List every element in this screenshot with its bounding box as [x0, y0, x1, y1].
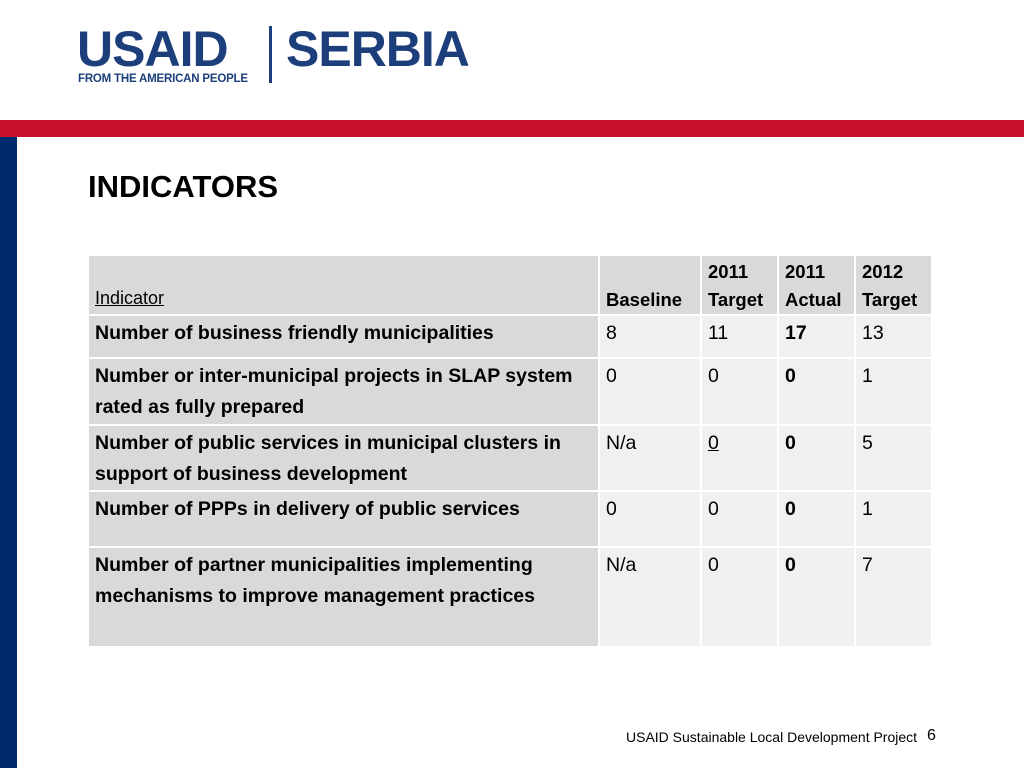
logo-tagline: FROM THE AMERICAN PEOPLE: [78, 73, 248, 85]
target-2011-cell: [701, 425, 778, 491]
indicator-cell: Number of public services in municipal clusters in support of business development: [88, 425, 599, 491]
target-2011-value: 0: [708, 432, 719, 454]
header-2011-actual-year: 2011: [785, 261, 826, 282]
table-row: [88, 547, 932, 647]
indicators-table: [87, 254, 933, 648]
indicator-cell: Number of PPPs in delivery of public services: [88, 491, 599, 547]
target-2011-cell: 0: [701, 547, 778, 647]
logo-serbia-text: SERBIA: [286, 21, 469, 77]
target-2012-cell: 13: [855, 315, 932, 358]
table-row: [88, 491, 932, 547]
header-red-band: [0, 120, 1024, 137]
target-2011-cell: 0: [701, 491, 778, 547]
header-2012-target: [855, 255, 932, 315]
header-2012-target-label: Target: [862, 289, 918, 310]
left-blue-bar: [0, 137, 17, 768]
actual-2011-cell: 0: [778, 358, 855, 425]
page-number: 6: [927, 727, 936, 744]
header-2011-actual: [778, 255, 855, 315]
table-header-row: [88, 255, 932, 315]
baseline-cell: N/a: [599, 425, 701, 491]
target-2011-cell: 0: [701, 358, 778, 425]
header-indicator: Indicator: [88, 255, 599, 315]
indicator-cell: Number of business friendly municipalities: [88, 315, 599, 358]
header-baseline: Baseline: [599, 255, 701, 315]
header-2011-target-label: Target: [708, 289, 764, 310]
baseline-cell: N/a: [599, 547, 701, 647]
actual-2011-cell: 0: [778, 425, 855, 491]
target-2012-cell: 5: [855, 425, 932, 491]
table-row: [88, 358, 932, 425]
header-2012-target-year: 2012: [862, 261, 904, 282]
indicator-cell: Number of partner municipalities implementing mechanisms to improve management practices: [88, 547, 599, 647]
header-2011-target-year: 2011: [708, 261, 749, 282]
logo-usaid-text: USAID: [77, 21, 228, 77]
table-row: [88, 315, 932, 358]
actual-2011-cell: 0: [778, 547, 855, 647]
target-2012-cell: 1: [855, 358, 932, 425]
target-2012-cell: 1: [855, 491, 932, 547]
header-2011-actual-label: Actual: [785, 289, 842, 310]
baseline-cell: 8: [599, 315, 701, 358]
logo-divider: [269, 26, 272, 83]
actual-2011-cell: 17: [778, 315, 855, 358]
baseline-cell: 0: [599, 358, 701, 425]
slide-title: INDICATORS: [88, 169, 279, 204]
footer-project-name: USAID Sustainable Local Development Project: [626, 729, 918, 745]
header-2011-target: [701, 255, 778, 315]
indicator-cell: Number or inter-municipal projects in SLAP system rated as fully prepared: [88, 358, 599, 425]
actual-2011-cell: 0: [778, 491, 855, 547]
table-row: [88, 425, 932, 491]
target-2012-cell: 7: [855, 547, 932, 647]
baseline-cell: 0: [599, 491, 701, 547]
target-2011-cell: 11: [701, 315, 778, 358]
